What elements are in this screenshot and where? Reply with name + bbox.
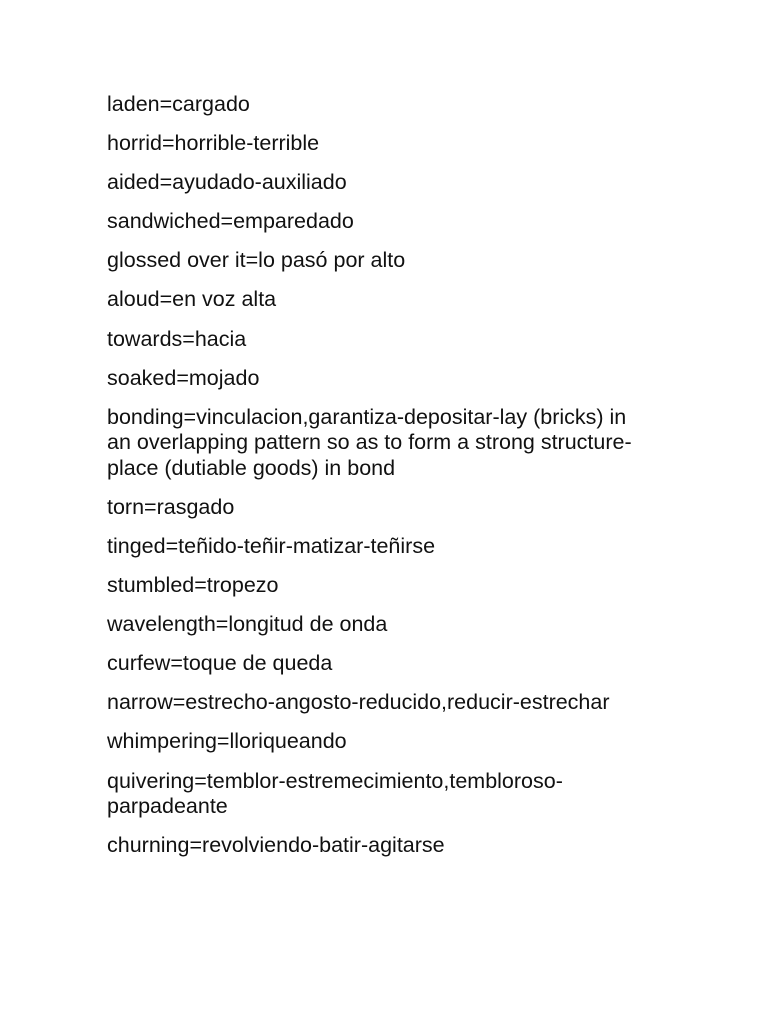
vocab-entry-aided <box>107 170 667 196</box>
entry-text: towards=hacia <box>107 326 247 351</box>
entry-text: wavelength=longitud de onda <box>107 612 388 637</box>
vocab-entry-torn <box>107 495 667 521</box>
entry-text-line-3: place (dutiable goods) in bond <box>107 455 396 480</box>
entry-text: horrid=horrible-terrible <box>107 131 320 156</box>
vocab-entry-churning <box>107 833 667 859</box>
vocab-entry-wavelength <box>107 612 667 638</box>
vocab-entry-sandwiched <box>107 209 667 235</box>
vocabulary-list <box>107 92 667 872</box>
vocab-entry-glossed-over-it <box>107 248 667 274</box>
entry-text: tinged=teñido-teñir-matizar-teñirse <box>107 533 436 558</box>
vocab-entry-tinged <box>107 534 667 560</box>
entry-text-line-2: an overlapping pattern so as to form a strong structure- <box>107 430 632 455</box>
vocab-entry-horrid <box>107 131 667 157</box>
vocab-entry-narrow <box>107 690 667 716</box>
entry-text: narrow=estrecho-angosto-reducido,reducir-estrechar <box>107 690 610 715</box>
vocab-entry-stumbled <box>107 573 667 599</box>
entry-text: whimpering=lloriqueando <box>107 729 347 754</box>
entry-text-line-2: parpadeante <box>107 794 228 818</box>
entry-text: aloud=en voz alta <box>107 287 277 312</box>
entry-text: soaked=mojado <box>107 365 260 390</box>
vocab-entry-aloud <box>107 287 667 313</box>
entry-text: sandwiched=emparedado <box>107 209 354 234</box>
vocab-entry-quivering <box>107 769 667 820</box>
entry-text: aided=ayudado-auxiliado <box>107 170 347 195</box>
entry-text: churning=revolviendo-batir-agitarse <box>107 833 445 858</box>
entry-text: curfew=toque de queda <box>107 651 333 676</box>
entry-text: laden=cargado <box>107 92 250 116</box>
entry-text-line-1: bonding=vinculacion,garantiza-depositar-lay (bricks) in <box>107 404 627 429</box>
vocab-entry-curfew <box>107 651 667 677</box>
vocab-entry-bonding <box>107 405 667 482</box>
entry-text: torn=rasgado <box>107 494 235 519</box>
vocab-entry-towards <box>107 327 667 353</box>
vocab-entry-whimpering <box>107 729 667 755</box>
entry-text: stumbled=tropezo <box>107 573 279 598</box>
vocab-entry-soaked <box>107 366 667 392</box>
entry-text-line-1: quivering=temblor-estremecimiento,tembloroso- <box>107 768 563 793</box>
entry-text: glossed over it=lo pasó por alto <box>107 248 406 273</box>
vocab-entry-laden <box>107 92 667 118</box>
